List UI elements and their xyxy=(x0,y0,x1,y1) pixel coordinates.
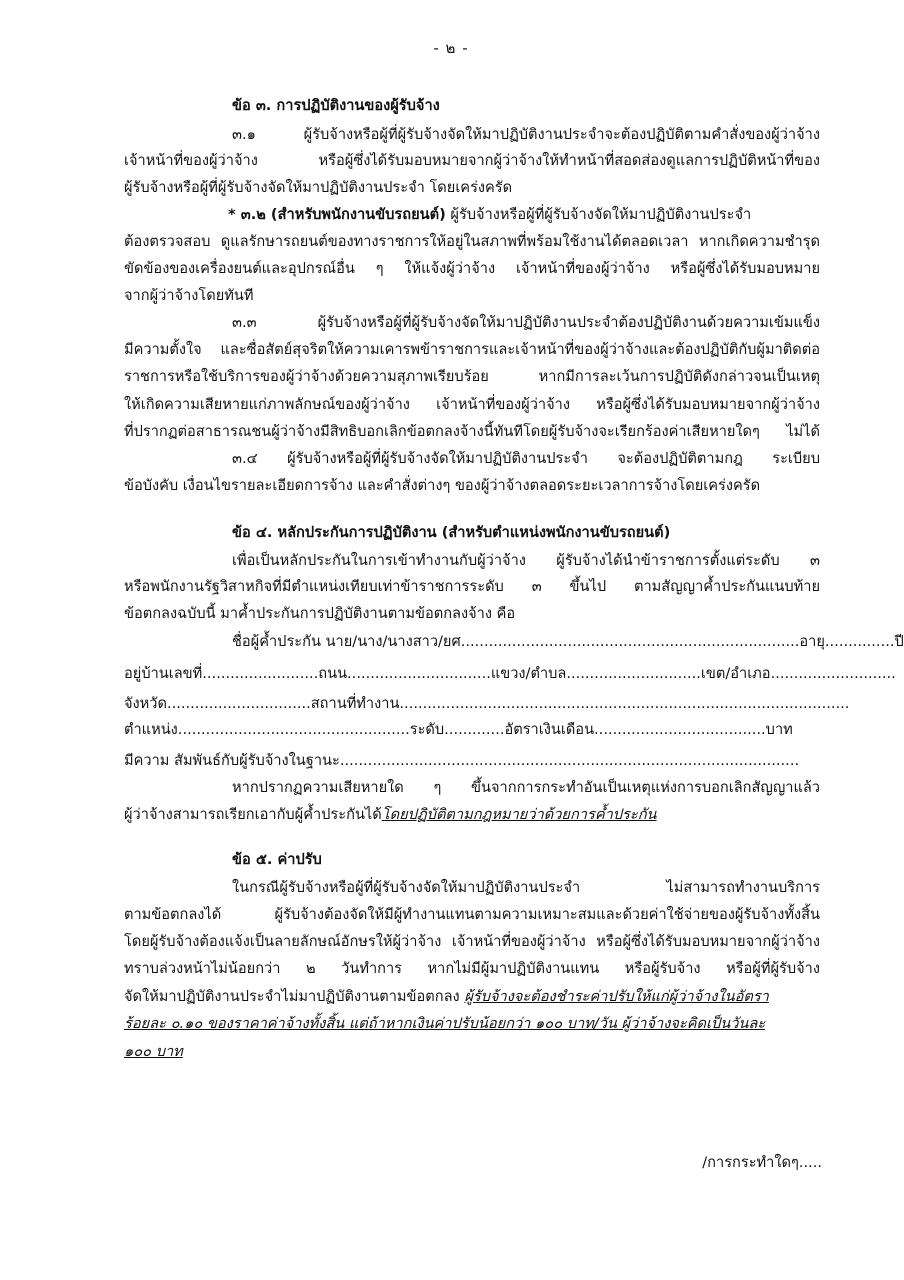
section-5-line-4: ทราบล่วงหน้าไม่น้อยกว่า ๒ วันทำการ หากไม่มีผู้มาปฏิบัติงานแทน หรือผู้รับจ้าง หรือผู้ที่ผู้รับจ้าง xyxy=(124,960,820,977)
section-5-line-2: ตามข้อตกลงได้ ผู้รับจ้างต้องจัดให้มีผู้ทำงานแทนตามความเหมาะสมและด้วยค่าใช้จ่ายของผู้รับจ้างทั้งสิ้น xyxy=(124,906,820,923)
section-3-3-line-5: ที่ปรากฏต่อสาธารณชนผู้ว่าจ้างมีสิทธิบอกเลิกข้อตกลงจ้างนี้ทันทีโดยผู้รับจ้างจะเรียกร้องค่าเสียหายใดๆ ไม่ได้ xyxy=(124,423,820,440)
section-4-line-1: เพื่อเป็นหลักประกันในการเข้าทำงานกับผู้ว่าจ้าง ผู้รับจ้างได้นำข้าราชการตั้งแต่ระดับ ๓ xyxy=(232,552,820,569)
section-3-3-line-2: มีความตั้งใจ และซื่อสัตย์สุจริตให้ความเคารพข้าราชการและเจ้าหน้าที่ของผู้ว่าจ้างและต้องปฏิบัติกับผู้มาติดต่อ xyxy=(124,341,820,358)
page-number: - ๒ - xyxy=(433,39,469,57)
section-3-2-line-1 xyxy=(228,205,820,225)
guarantor-address-field: อยู่บ้านเลขที่.........................ถนน...............................แขวง/ตำบล.............................เขต/อำเภอ........................... xyxy=(124,665,896,682)
section-3-3-line-1: ๓.๓ ผู้รับจ้างหรือผู้ที่ผู้รับจ้างจัดให้มาปฏิบัติงานประจำต้องปฏิบัติงานด้วยความเข้มแข็ง xyxy=(232,314,820,331)
guarantor-name-field: ชื่อผู้ค้ำประกัน นาย/นาง/นางสาว/ยศ.........................................................................อายุ...............ปี xyxy=(232,633,904,650)
section-5-line-6: ร้อยละ ๐.๑๐ ของราคาค่าจ้างทั้งสิ้น แต่ถ้าหากเงินค่าปรับน้อยกว่า ๑๐๐ บาท/วัน ผู้ว่าจ้างจะคิดเป็นวันละ xyxy=(124,1015,766,1032)
closing-plain-text: ผู้ว่าจ้างสามารถเรียกเอากับผู้ค้ำประกันได้ xyxy=(124,806,382,823)
section-3-heading: ข้อ ๓. การปฏิบัติงานของผู้รับจ้าง xyxy=(232,97,440,114)
section-3-1-line-2: เจ้าหน้าที่ของผู้ว่าจ้าง หรือผู้ซึ่งได้รับมอบหมายจากผู้ว่าจ้างให้ทำหน้าที่สอดส่องดูแลการปฏิบัติหน้าที่ของ xyxy=(124,152,820,169)
section-3-4-line-2: ข้อบังคับ เงื่อนไขรายละเอียดการจ้าง และคำสั่งต่างๆ ของผู้ว่าจ้างตลอดระยะเวลาการจ้างโดยเคร่งครัด xyxy=(124,477,761,494)
section-3-2-line-2: ต้องตรวจสอบ ดูแลรักษารถยนต์ของทางราชการให้อยู่ในสภาพที่พร้อมใช้งานได้ตลอดเวลา หากเกิดความชำรุด xyxy=(124,233,820,250)
section-3-3-line-3: ราชการหรือใช้บริการของผู้ว่าจ้างด้วยความสุภาพเรียบร้อย หากมีการละเว้นการปฏิบัติดังกล่าวจนเป็นเหตุ xyxy=(124,368,820,385)
section-3-3-line-4: ให้เกิดความเสียหายแก่ภาพลักษณ์ของผู้ว่าจ้าง เจ้าหน้าที่ของผู้ว่าจ้าง หรือผู้ซึ่งได้รับมอบหมายจากผู้ว่าจ้าง xyxy=(124,396,820,413)
guarantor-province-field: จังหวัด...............................สถานที่ทำงาน................................................................................................. xyxy=(124,695,850,712)
section-3-1-line-3: ผู้รับจ้างหรือผู้ที่ผู้รับจ้างจัดให้มาปฏิบัติงานประจำ โดยเคร่งครัด xyxy=(124,179,513,196)
section-3-2-first-text: ผู้รับจ้างหรือผู้ที่ผู้รับจ้างจัดให้มาปฏิบัติงานประจำ xyxy=(445,206,752,223)
section-4-closing-line-2 xyxy=(124,805,820,825)
guarantor-relationship-field: มีความ สัมพันธ์กับผู้รับจ้างในฐานะ................................................................................................... xyxy=(124,752,800,769)
section-4-line-2: หรือพนักงานรัฐวิสาหกิจที่มีตำแหน่งเทียบเท่าข้าราชการระดับ ๓ ขึ้นไป ตามสัญญาค้ำประกันแนบท้าย xyxy=(124,578,820,595)
section-3-1-line-1: ๓.๑ ผู้รับจ้างหรือผู้ที่ผู้รับจ้างจัดให้มาปฏิบัติงานประจำจะต้องปฏิบัติตามคำสั่งของผู้ว่าจ้าง xyxy=(232,126,820,143)
continuation-footer: /การกระทำใดๆ..... xyxy=(702,1154,822,1171)
section-3-4-line-1: ๓.๔ ผู้รับจ้างหรือผู้ที่ผู้รับจ้างจัดให้มาปฏิบัติงานประจำ จะต้องปฏิบัติตามกฎ ระเบียบ xyxy=(232,450,820,467)
section-4-closing-line-1: หากปรากฏความเสียหายใด ๆ ขึ้นจากการกระทำอันเป็นเหตุแห่งการบอกเลิกสัญญาแล้ว xyxy=(232,779,820,796)
section-4-heading: ข้อ ๔. หลักประกันการปฏิบัติงาน (สำหรับตำแหน่งพนักงานขับรถยนต์) xyxy=(232,524,671,541)
section-5-line-1: ในกรณีผู้รับจ้างหรือผู้ที่ผู้รับจ้างจัดให้มาปฏิบัติงานประจำ ไม่สามารถทำงานบริการ xyxy=(232,879,820,896)
closing-underlined-text: โดยปฏิบัติตามกฎหมายว่าด้วยการค้ำประกัน xyxy=(381,806,657,823)
section-5-line-7: ๑๐๐ บาท xyxy=(124,1043,183,1060)
section-4-line-3: ข้อตกลงฉบับนี้ มาค้ำประกันการปฏิบัติงานตามข้อตกลงจ้าง คือ xyxy=(124,605,516,622)
penalty-plain-text: จัดให้มาปฏิบัติงานประจำไม่มาปฏิบัติงานตามข้อตกลง xyxy=(124,988,465,1005)
section-3-2-line-4: จากผู้ว่าจ้างโดยทันที xyxy=(124,287,254,304)
section-5-line-3: โดยผู้รับจ้างต้องแจ้งเป็นลายลักษณ์อักษรให้ผู้ว่าจ้าง เจ้าหน้าที่ของผู้ว่าจ้าง หรือผู้ซึ่งได้รับมอบหมายจากผู้ว่าจ้าง xyxy=(124,933,820,950)
section-5-line-5 xyxy=(124,987,820,1007)
guarantor-position-field: ตำแหน่ง..................................................ระดับ.............อัตราเงินเดือน.....................................บาท xyxy=(124,721,793,738)
section-3-2-bold-label: * ๓.๒ (สำหรับพนักงานขับรถยนต์) xyxy=(228,206,446,223)
section-3-2-line-3: ขัดข้องของเครื่องยนต์และอุปกรณ์อื่น ๆ ให้แจ้งผู้ว่าจ้าง เจ้าหน้าที่ของผู้ว่าจ้าง หรือผู้ซึ่งได้รับมอบหมาย xyxy=(124,260,820,277)
section-5-heading: ข้อ ๕. ค่าปรับ xyxy=(232,851,322,868)
penalty-underlined-text: ผู้รับจ้างจะต้องชำระค่าปรับให้แก่ผู้ว่าจ้างในอัตรา xyxy=(464,988,769,1005)
